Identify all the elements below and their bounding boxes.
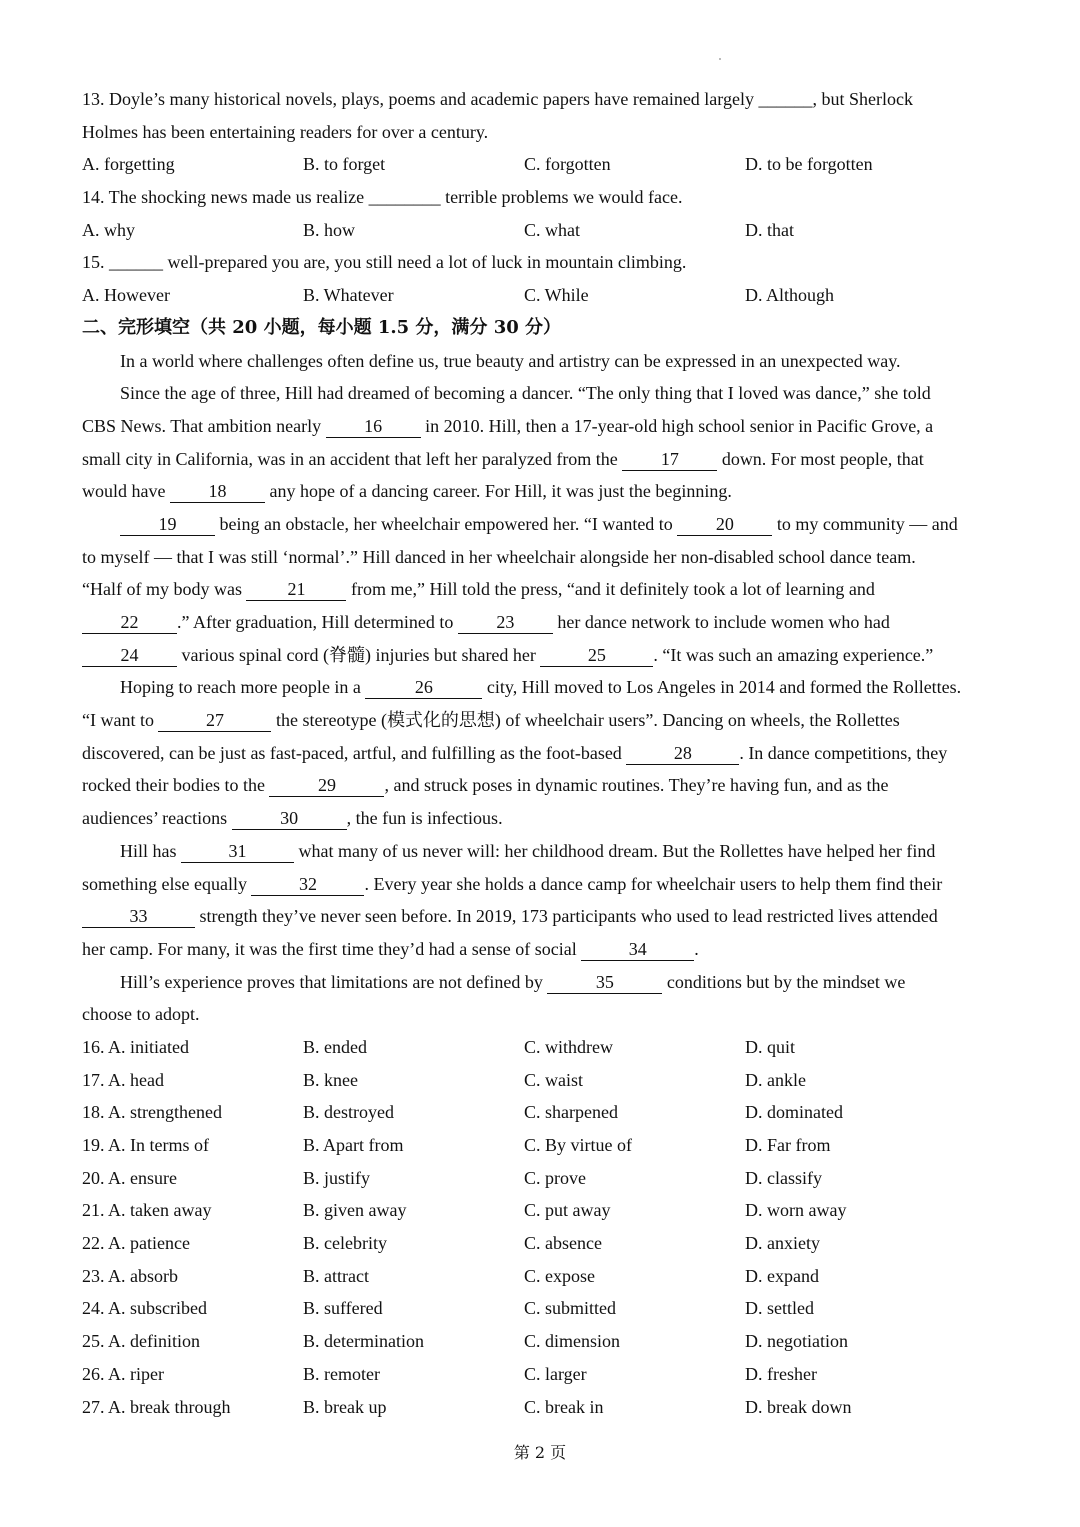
passage-text: strength they’ve never seen before. In 2019, 173 participants who used to lead restricted lives attended xyxy=(195,906,938,927)
option-a: 23. A. absorb xyxy=(82,1265,178,1286)
option-c: C. put away xyxy=(524,1200,611,1221)
q14-option-a: A. why xyxy=(82,219,135,240)
option-c: C. dimension xyxy=(524,1331,621,1352)
cloze-blank-18: 18 xyxy=(170,480,265,503)
option-d: D. classify xyxy=(745,1167,822,1188)
passage-text: from me,” Hill told the press, “and it definitely took a lot of learning and xyxy=(346,579,875,600)
q13-option-b: B. to forget xyxy=(303,154,386,175)
q14-options xyxy=(82,214,1007,247)
passage-line xyxy=(82,769,1007,802)
passage-line xyxy=(82,933,1007,966)
q14-option-d: D. that xyxy=(745,219,794,240)
cloze-option-row xyxy=(82,1358,1007,1391)
option-a: 20. A. ensure xyxy=(82,1167,177,1188)
cloze-blank-24: 24 xyxy=(82,644,177,667)
option-a: 16. A. initiated xyxy=(82,1036,189,1057)
passage-text: rocked their bodies to the xyxy=(82,775,270,796)
q15-option-a: A. However xyxy=(82,285,170,306)
passage-text: city, Hill moved to Los Angeles in 2014 and formed the Rollettes. xyxy=(482,677,962,698)
cloze-blank-35: 35 xyxy=(547,971,662,994)
passage-text: . Every year she holds a dance camp for wheelchair users to help them find their xyxy=(364,873,943,894)
passage-text: Hoping to reach more people in a xyxy=(120,677,366,698)
q14-option-c: C. what xyxy=(524,219,580,240)
passage-text: being an obstacle, her wheelchair empowered her. “I wanted to xyxy=(215,513,678,534)
option-b: B. given away xyxy=(303,1200,407,1221)
cloze-blank-31: 31 xyxy=(181,840,294,863)
cloze-option-row xyxy=(82,1096,1007,1129)
exam-page xyxy=(82,83,1007,1423)
option-d: D. fresher xyxy=(745,1363,817,1384)
passage-text: CBS News. That ambition nearly xyxy=(82,415,326,436)
passage-text: small city in California, was in an accident that left her paralyzed from the xyxy=(82,448,623,469)
passage-text: any hope of a dancing career. For Hill, it was just the beginning. xyxy=(264,481,732,502)
option-c: C. submitted xyxy=(524,1298,617,1319)
passage-line xyxy=(82,475,1007,508)
q15-stem: 15. ______ well-prepared you are, you still need a lot of luck in mountain climbing. xyxy=(82,252,687,273)
option-b: B. remoter xyxy=(303,1363,380,1384)
option-c: C. By virtue of xyxy=(524,1135,632,1155)
passage-text: discovered, can be just as fast-paced, artful, and fulfilling as the foot-based xyxy=(82,742,627,763)
option-d: D. dominated xyxy=(745,1102,843,1123)
cloze-option-row xyxy=(82,1194,1007,1227)
option-c: C. withdrew xyxy=(524,1036,613,1057)
option-b: B. Apart from xyxy=(303,1135,404,1155)
scan-speck xyxy=(719,58,721,60)
option-c: C. larger xyxy=(524,1363,587,1384)
option-b: B. knee xyxy=(303,1069,358,1090)
cloze-blank-30: 30 xyxy=(232,807,347,830)
option-b: B. attract xyxy=(303,1265,369,1286)
passage-text: what many of us never will: her childhood dream. But the Rollettes have helped her find xyxy=(294,840,936,861)
q15-options xyxy=(82,279,1007,312)
cloze-option-row xyxy=(82,1129,1007,1162)
cloze-option-row xyxy=(82,1064,1007,1097)
passage-text: something else equally xyxy=(82,873,252,894)
option-b: B. ended xyxy=(303,1036,367,1057)
passage-text: . In dance competitions, they xyxy=(739,742,948,763)
passage-text: “Half of my body was xyxy=(82,579,247,600)
cloze-blank-27: 27 xyxy=(158,709,271,732)
cloze-blank-25: 25 xyxy=(540,644,653,667)
passage-text: the stereotype (模式化的思想) of wheelchair users”. Dancing on wheels, the Rollettes xyxy=(271,710,900,731)
passage-text: , and struck poses in dynamic routines. They’re having fun, and as the xyxy=(384,775,889,796)
option-a: 25. A. definition xyxy=(82,1331,200,1352)
option-a: 21. A. taken away xyxy=(82,1200,212,1221)
passage-text: . “It was such an amazing experience.” xyxy=(653,644,934,665)
passage-text: .” After graduation, Hill determined to xyxy=(177,612,458,632)
passage-line xyxy=(82,966,1007,999)
option-a: 26. A. riper xyxy=(82,1363,164,1384)
passage-line: to myself — that I was still ‘normal’.” Hill danced in her wheelchair alongside her non-disabled school dance team. xyxy=(82,546,916,567)
option-a: 22. A. patience xyxy=(82,1233,190,1254)
q13-option-d: D. to be forgotten xyxy=(745,154,873,175)
cloze-blank-33: 33 xyxy=(82,905,195,928)
passage-line xyxy=(82,671,1007,704)
q15-option-d: D. Although xyxy=(745,285,835,306)
cloze-blank-26: 26 xyxy=(365,676,482,699)
cloze-blank-22: 22 xyxy=(82,611,177,634)
option-c: C. break in xyxy=(524,1396,604,1417)
cloze-option-row xyxy=(82,1292,1007,1325)
cloze-blank-17: 17 xyxy=(622,448,717,471)
q14-option-b: B. how xyxy=(303,219,356,240)
option-b: B. determination xyxy=(303,1331,424,1352)
section-heading-cloze: 二、完形填空（共 20 小题，每小题 1.5 分，满分 30 分） xyxy=(82,316,562,338)
passage-line xyxy=(82,802,1007,835)
option-d: D. negotiation xyxy=(745,1331,848,1352)
option-d: D. anxiety xyxy=(745,1233,820,1254)
passage-paragraph-1: In a world where challenges often define us, true beauty and artistry can be expressed in an unexpected way. xyxy=(120,350,901,371)
q13-stem-line2: Holmes has been entertaining readers for over a century. xyxy=(82,121,489,142)
option-d: D. worn away xyxy=(745,1200,847,1221)
passage-line xyxy=(82,868,1007,901)
option-d: D. quit xyxy=(745,1036,796,1057)
passage-line xyxy=(82,835,1007,868)
option-c: C. waist xyxy=(524,1069,584,1090)
cloze-option-row xyxy=(82,1325,1007,1358)
passage-line xyxy=(82,443,1007,476)
cloze-option-row xyxy=(82,1391,1007,1424)
option-c: C. sharpened xyxy=(524,1102,618,1123)
cloze-options-list xyxy=(82,1031,1007,1423)
cloze-blank-21: 21 xyxy=(246,578,346,601)
cloze-blank-20: 20 xyxy=(677,513,772,536)
passage-text: would have xyxy=(82,481,170,502)
q13-option-a: A. forgetting xyxy=(82,154,175,175)
option-b: B. break up xyxy=(303,1396,387,1417)
option-d: D. Far from xyxy=(745,1135,831,1155)
cloze-option-row xyxy=(82,1227,1007,1260)
option-a: 19. A. In terms of xyxy=(82,1135,209,1155)
q13-stem-line1: 13. Doyle’s many historical novels, plays, poems and academic papers have remained largely ______, but Sherlock xyxy=(82,89,913,109)
cloze-blank-16: 16 xyxy=(326,415,421,438)
option-a: 17. A. head xyxy=(82,1069,164,1090)
passage-text: Hill’s experience proves that limitations are not defined by xyxy=(120,971,548,992)
option-c: C. prove xyxy=(524,1167,586,1188)
passage-text: conditions but by the mindset we xyxy=(662,971,906,992)
passage-text: . xyxy=(694,938,699,959)
option-d: D. settled xyxy=(745,1298,814,1319)
passage-line xyxy=(82,704,1007,737)
q15-option-c: C. While xyxy=(524,285,589,306)
passage-text: her camp. For many, it was the first time they’d had a sense of social xyxy=(82,938,582,959)
passage-line: choose to adopt. xyxy=(82,1004,200,1025)
option-c: C. expose xyxy=(524,1265,595,1286)
option-d: D. ankle xyxy=(745,1069,806,1090)
passage-text: down. For most people, that xyxy=(717,448,924,469)
passage-text: in 2010. Hill, then a 17-year-old high school senior in Pacific Grove, a xyxy=(420,415,934,436)
option-c: C. absence xyxy=(524,1233,602,1254)
cloze-option-row xyxy=(82,1162,1007,1195)
q13-options xyxy=(82,148,1007,181)
q15-option-b: B. Whatever xyxy=(303,285,394,306)
option-d: D. expand xyxy=(745,1265,819,1286)
cloze-blank-19: 19 xyxy=(120,513,215,536)
option-b: B. justify xyxy=(303,1167,371,1188)
passage-line xyxy=(82,900,1007,933)
passage-text: audiences’ reactions xyxy=(82,808,232,829)
passage-text: “I want to xyxy=(82,710,159,731)
option-a: 24. A. subscribed xyxy=(82,1298,207,1319)
option-b: B. suffered xyxy=(303,1298,383,1319)
cloze-blank-34: 34 xyxy=(581,938,694,961)
cloze-blank-32: 32 xyxy=(251,873,364,896)
passage-line xyxy=(82,508,1007,541)
cloze-blank-28: 28 xyxy=(626,742,739,765)
passage-line xyxy=(82,737,1007,770)
option-b: B. celebrity xyxy=(303,1233,387,1254)
passage-line xyxy=(82,639,1007,672)
cloze-blank-23: 23 xyxy=(458,611,553,634)
passage-line xyxy=(82,410,1007,443)
passage-text: Hill has xyxy=(120,840,181,861)
passage-text: her dance network to include women who had xyxy=(552,612,890,632)
cloze-option-row xyxy=(82,1260,1007,1293)
q14-stem: 14. The shocking news made us realize ________ terrible problems we would face. xyxy=(82,187,683,208)
option-d: D. break down xyxy=(745,1396,852,1417)
page-number: 第 2 页 xyxy=(513,1443,567,1462)
option-a: 18. A. strengthened xyxy=(82,1102,222,1123)
option-a: 27. A. break through xyxy=(82,1396,231,1417)
passage-line: Since the age of three, Hill had dreamed of becoming a dancer. “The only thing that I loved was dance,” she told xyxy=(120,383,931,404)
passage-line xyxy=(82,573,1007,606)
option-b: B. destroyed xyxy=(303,1102,394,1123)
cloze-blank-29: 29 xyxy=(269,774,384,797)
passage-text: , the fun is infectious. xyxy=(346,808,503,829)
cloze-option-row xyxy=(82,1031,1007,1064)
q13-option-c: C. forgotten xyxy=(524,154,611,175)
passage-text: to my community — and xyxy=(772,513,958,534)
passage-text: various spinal cord (脊髓) injuries but shared her xyxy=(177,644,541,665)
passage-line xyxy=(82,606,1007,639)
